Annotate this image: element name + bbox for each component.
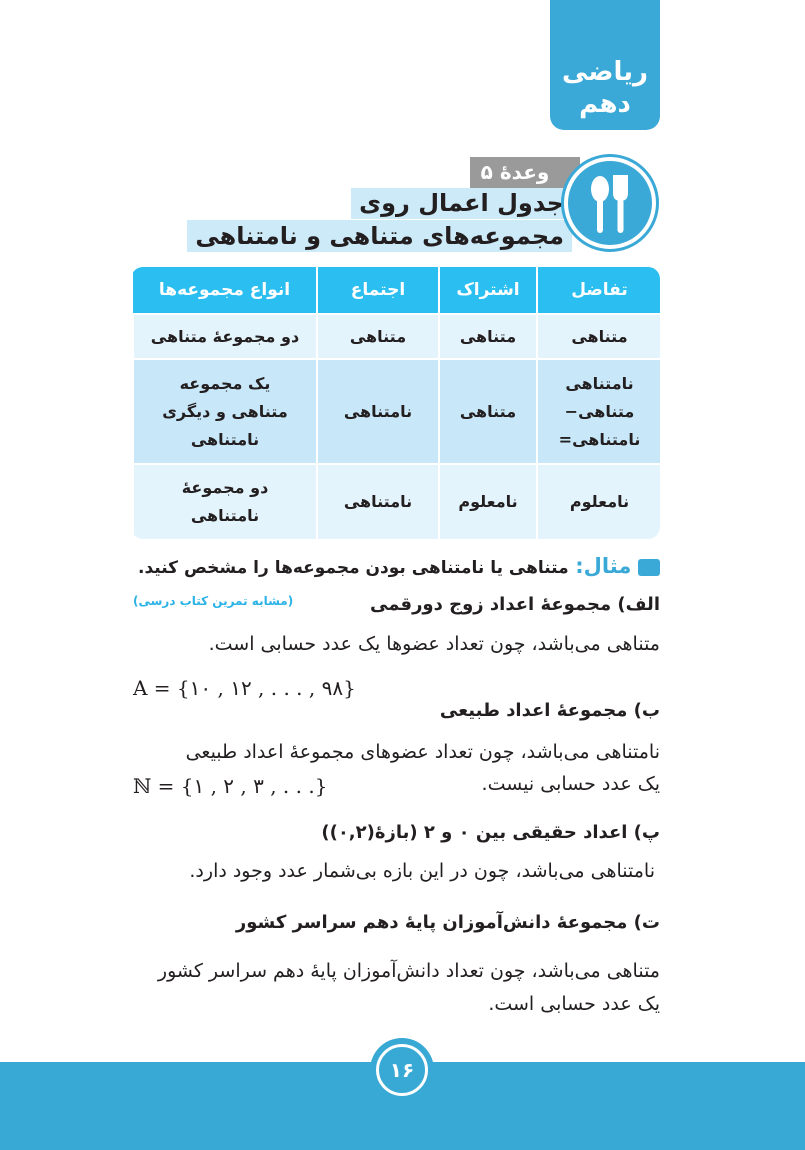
part-a-math: A = {۱۰ , ۱۲ , . . . , ۹۸} [133, 676, 356, 700]
table-cell: دو مجموعهٔ نامتناهی [133, 464, 317, 539]
part-a-text: متناهی می‌باشد، چون تعداد عضوها یک عدد حسابی است. [208, 633, 660, 655]
part-d-text1: متناهی می‌باشد، چون تعداد دانش‌آموزان پایهٔ دهم سراسر کشور [157, 960, 660, 982]
table-cell: نامتناهی متناهی− نامتناهی= [537, 359, 660, 464]
table-header-row [133, 267, 660, 314]
part-b-math: ℕ = {۱ , ۲ , ۳ , . . .} [133, 774, 328, 798]
part-a-title: الف) مجموعهٔ اعداد زوج دورقمی [370, 594, 660, 615]
table-cell: متناهی [537, 314, 660, 359]
column-header: انواع مجموعه‌ها [133, 267, 317, 314]
example-prompt [138, 554, 660, 578]
table-cell: متناهی [439, 314, 537, 359]
part-b-text1: نامتناهی می‌باشد، چون تعداد عضوهای مجموعهٔ اعداد طبیعی [185, 741, 660, 763]
part-c-title: پ) اعداد حقیقی بین ۰ و ۲ (بازهٔ(۰,۲)) [321, 822, 660, 843]
lesson-badge: وعدهٔ ۵ [470, 157, 580, 188]
table-cell: نامتناهی [317, 464, 439, 539]
part-d-title: ت) مجموعهٔ دانش‌آموزان پایهٔ دهم سراسر کشور [235, 912, 660, 933]
column-header: تفاضل [537, 267, 660, 314]
column-header: اشتراک [439, 267, 537, 314]
table-cell: دو مجموعهٔ متناهی [133, 314, 317, 359]
table-cell: نامعلوم [439, 464, 537, 539]
part-c-text: نامتناهی می‌باشد، چون در این بازه بی‌شمار عدد وجود دارد. [189, 860, 655, 882]
part-d-text2: یک عدد حسابی است. [488, 993, 660, 1015]
fork-spoon-icon [564, 157, 656, 249]
table-row [133, 314, 660, 359]
table-cell: یک مجموعه متناهی و دیگری نامتناهی [133, 359, 317, 464]
table-row [133, 464, 660, 539]
textbook-note: (مشابه تمرین کتاب درسی) [133, 594, 294, 608]
table-row [133, 359, 660, 464]
table-cell: نامعلوم [537, 464, 660, 539]
cheese-icon [638, 559, 660, 576]
part-b-text2: یک عدد حسابی نیست. [481, 773, 660, 795]
table-cell: متناهی [439, 359, 537, 464]
page-title-line1: جدول اعمال روی [351, 188, 572, 219]
subject-tab [550, 0, 660, 130]
example-question: متناهی یا نامتناهی بودن مجموعه‌ها را مشخص کنید. [138, 558, 569, 578]
table-cell: نامتناهی [317, 359, 439, 464]
table-cell: متناهی [317, 314, 439, 359]
example-label: مثال: [575, 554, 632, 578]
part-b-title: ب) مجموعهٔ اعداد طبیعی [439, 700, 660, 721]
page-number: ۱۶ [376, 1044, 428, 1096]
grade-name: دهم [579, 89, 631, 119]
subject-name: ریاضی [562, 57, 648, 87]
set-operations-table [131, 267, 660, 539]
page-number-badge [370, 1038, 434, 1102]
column-header: اجتماع [317, 267, 439, 314]
page-title-line2: مجموعه‌های متناهی و نامتناهی [187, 220, 572, 252]
